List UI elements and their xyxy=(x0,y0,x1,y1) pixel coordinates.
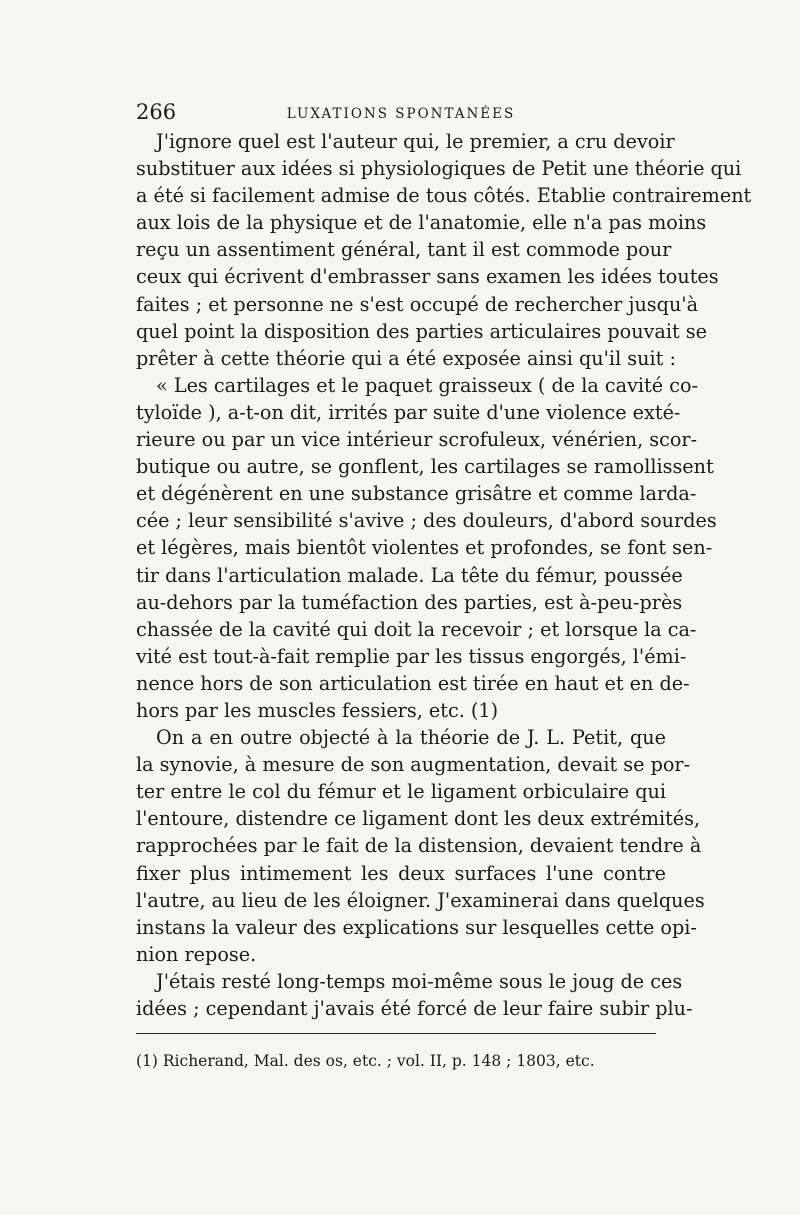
text-line: butique ou autre, se gonflent, les cartilages se ramollissent xyxy=(136,455,714,479)
text-line: instans la valeur des explications sur lesquelles cette opi- xyxy=(136,915,697,939)
text-line: chassée de la cavité qui doit la recevoir ; et lorsque la ca- xyxy=(136,617,697,641)
page-header xyxy=(136,100,666,130)
page-number: 266 xyxy=(136,100,177,124)
text-line: tyloïde ), a-t-on dit, irrités par suite d'une violence exté- xyxy=(136,400,681,424)
body-text xyxy=(136,128,752,1022)
text-line: J'ignore quel est l'auteur qui, le premier, a cru devoir xyxy=(156,130,675,153)
text-line: On a en outre objecté à la théorie de J. L. Petit, que xyxy=(156,726,666,750)
text-line: cée ; leur sensibilité s'avive ; des douleurs, d'abord sourdes xyxy=(136,509,717,533)
text-line: ceux qui écrivent d'embrasser sans examen les idées toutes xyxy=(136,265,719,289)
text-line: « Les cartilages et le paquet graisseux ( de la cavité co- xyxy=(156,373,698,397)
text-line: hors par les muscles fessiers, etc. (1) xyxy=(136,698,499,722)
text-line: prêter à cette théorie qui a été exposée ainsi qu'il suit : xyxy=(136,346,676,370)
footnote: (1) Richerand, Mal. des os, etc. ; vol. II, p. 148 ; 1803, etc. xyxy=(136,1052,595,1070)
text-line: aux lois de la physique et de l'anatomie, elle n'a pas moins xyxy=(136,211,707,235)
text-line: substituer aux idées si physiologiques de Petit une théorie qui xyxy=(136,157,742,181)
footnote-rule xyxy=(136,1033,656,1034)
text-line: au-dehors par la tuméfaction des parties, est à-peu-près xyxy=(136,590,683,614)
text-line: la synovie, à mesure de son augmentation, devait se por- xyxy=(136,753,691,777)
text-line: rieure ou par un vice intérieur scrofuleux, vénérien, scor- xyxy=(136,428,698,452)
text-line: l'entoure, distendre ce ligament dont les deux extrémités, xyxy=(136,807,701,831)
text-line: fixer plus intimement les deux surfaces l'une contre xyxy=(136,861,666,885)
text-line: et dégénèrent en une substance grisâtre et comme larda- xyxy=(136,482,697,506)
text-line: a été si facilement admise de tous côtés. Etablie contrairement xyxy=(136,184,752,208)
text-line: ter entre le col du fémur et le ligament orbiculaire qui xyxy=(136,780,666,804)
text-line: faites ; et personne ne s'est occupé de rechercher jusqu'à xyxy=(136,292,699,316)
running-title: LUXATIONS SPONTANÉES xyxy=(286,106,516,122)
text-line: et légères, mais bientôt violentes et profondes, se font sen- xyxy=(136,536,713,560)
text-line: vité est tout-à-fait remplie par les tissus engorgés, l'émi- xyxy=(136,644,687,668)
text-line: rapprochées par le fait de la distension, devaient tendre à xyxy=(136,834,702,858)
text-line: J'étais resté long-temps moi-même sous le joug de ces xyxy=(156,969,683,993)
text-line: l'autre, au lieu de les éloigner. J'examinerai dans quelques xyxy=(136,888,705,912)
text-line: idées ; cependant j'avais été forcé de leur faire subir plu- xyxy=(136,997,693,1020)
text-line: tir dans l'articulation malade. La tête du fémur, poussée xyxy=(136,563,683,587)
text-line: reçu un assentiment général, tant il est commode pour xyxy=(136,238,672,262)
text-line: nence hors de son articulation est tirée en haut et en de- xyxy=(136,671,690,695)
text-line: quel point la disposition des parties articulaires pouvait se xyxy=(136,319,707,343)
text-line: nion repose. xyxy=(136,942,257,966)
